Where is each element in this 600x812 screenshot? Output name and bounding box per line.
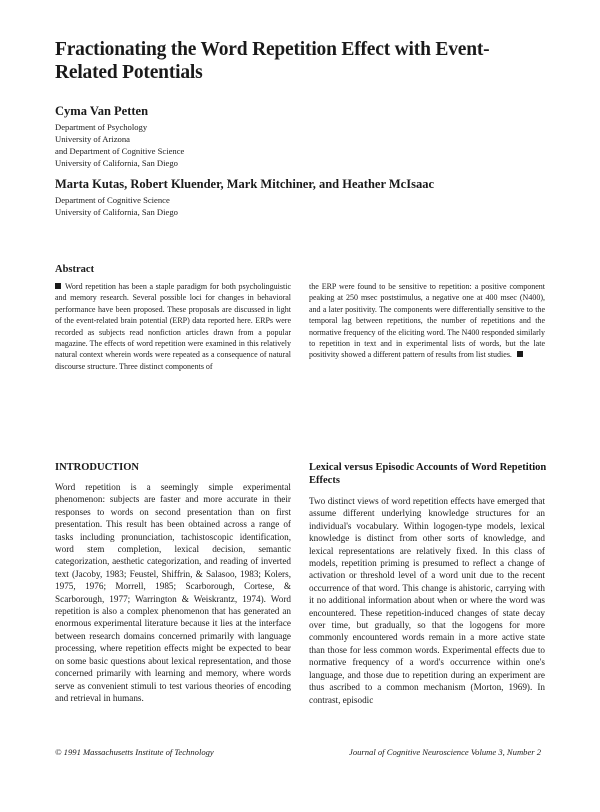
affiliation-line: Department of Psychology: [55, 122, 148, 132]
square-bullet-icon: [517, 351, 523, 357]
affiliation-line: University of California, San Diego: [55, 207, 178, 217]
lexical-section-text: Two distinct views of word repetition effects have emerged that assume different underlying knowledge structures for an individual's vocabulary. Within logogen-type models, lexical knowledge is distinct from other sorts of knowledge, and lexical representations are relatively fixed. In this class of models, repetition priming is presumed to reflect a change of activation or threshold level of a word unit due to the recent occurrence of that word. This change is ahistoric, carrying with it no additional information about when or where the word was encountered. These repetition-induced changes of state decay over time, but gradually, so that the logogens for more commonly encountered words remain in a more active state than those for less common words. Experimental effects due to normative frequency of a word's occurrence within one's language, and those due to repetition during an experiment are thus ascribed to a common mechanism (Morton, 1969). In contrast, episodic: [309, 496, 545, 705]
square-bullet-icon: [55, 283, 61, 289]
paper-title: Fractionating the Word Repetition Effect with Event-Related Potentials: [55, 39, 490, 83]
introduction-text: Word repetition is a seemingly simple experimental phenomenon: subjects are faster and more accurate in their responses to words on second presentation than on first presentation. This result has been obtained across a range of tasks including pronunciation, tachistoscopic identification, word stem completion, lexical decision, semantic categorization, aesthetic categorization, and reading of inverted text (Jacoby, 1983; Feustel, Shiffrin, & Salasoo, 1983; Kolers, 1975, 1976; Morrell, 1985; Scarborough, Cortese, & Scarborough, 1977; Warrington & Weiskrantz, 1974). Word repetition is also a complex phenomenon that has generated an enormous experimental literature because it lies at the interface between research domains concerned primarily with language processing, where repetition effects might be expected to bear on some basic questions about lexical representation, and those concerned primarily with learning and memory, where words serve as convenient stimuli to test various theories of encoding and retrieval in humans.: [55, 482, 291, 703]
coauthor-affiliation: [55, 194, 375, 218]
abstract-left-text: Word repetition has been a staple paradigm for both psycholinguistic and memory research. Several possible loci for changes in behavioral performance have been proposed. These proposals are discussed in light of the event-related brain potential (ERP) data reported here. ERPs were recorded as subjects read nonfiction articles drawn from a popular magazine. The effects of word repetition were examined in this relatively natural context wherein words were repeated as a consequence of natural discourse structure. Three distinct components of: [55, 282, 291, 371]
coauthor-names: Marta Kutas, Robert Kluender, Mark Mitchiner, and Heather McIsaac: [55, 177, 435, 191]
abstract-right-column: [309, 281, 545, 361]
lexical-section-heading: Lexical versus Episodic Accounts of Word Repetition Effects: [309, 462, 547, 486]
first-author-affiliation: [55, 121, 375, 169]
affiliation-line: and Department of Cognitive Science: [55, 146, 185, 156]
introduction-heading: INTRODUCTION: [55, 462, 140, 473]
abstract-left-column: [55, 281, 291, 372]
affiliation-line: University of California, San Diego: [55, 158, 178, 168]
affiliation-line: University of Arizona: [55, 134, 130, 144]
copyright-footer: © 1991 Massachusetts Institute of Technology: [55, 747, 214, 757]
first-author-name: Cyma Van Petten: [55, 104, 149, 118]
affiliation-line: Department of Cognitive Science: [55, 195, 170, 205]
abstract-right-text: the ERP were found to be sensitive to repetition: a positive component peaking at 250 msec poststimulus, a negative one at 400 msec (N400), and a later positivity. The components were differentially sensitive to the temporal lag between repetitions, the number of repetitions and the normative frequency of the eliciting word. The N400 responded similarly to repetition in text and in experimental lists of words, but the late positivity showed a different pattern of results from list studies.: [309, 282, 545, 360]
abstract-heading: Abstract: [55, 264, 95, 275]
journal-footer: Journal of Cognitive Neuroscience Volume 3, Number 2: [349, 747, 542, 757]
